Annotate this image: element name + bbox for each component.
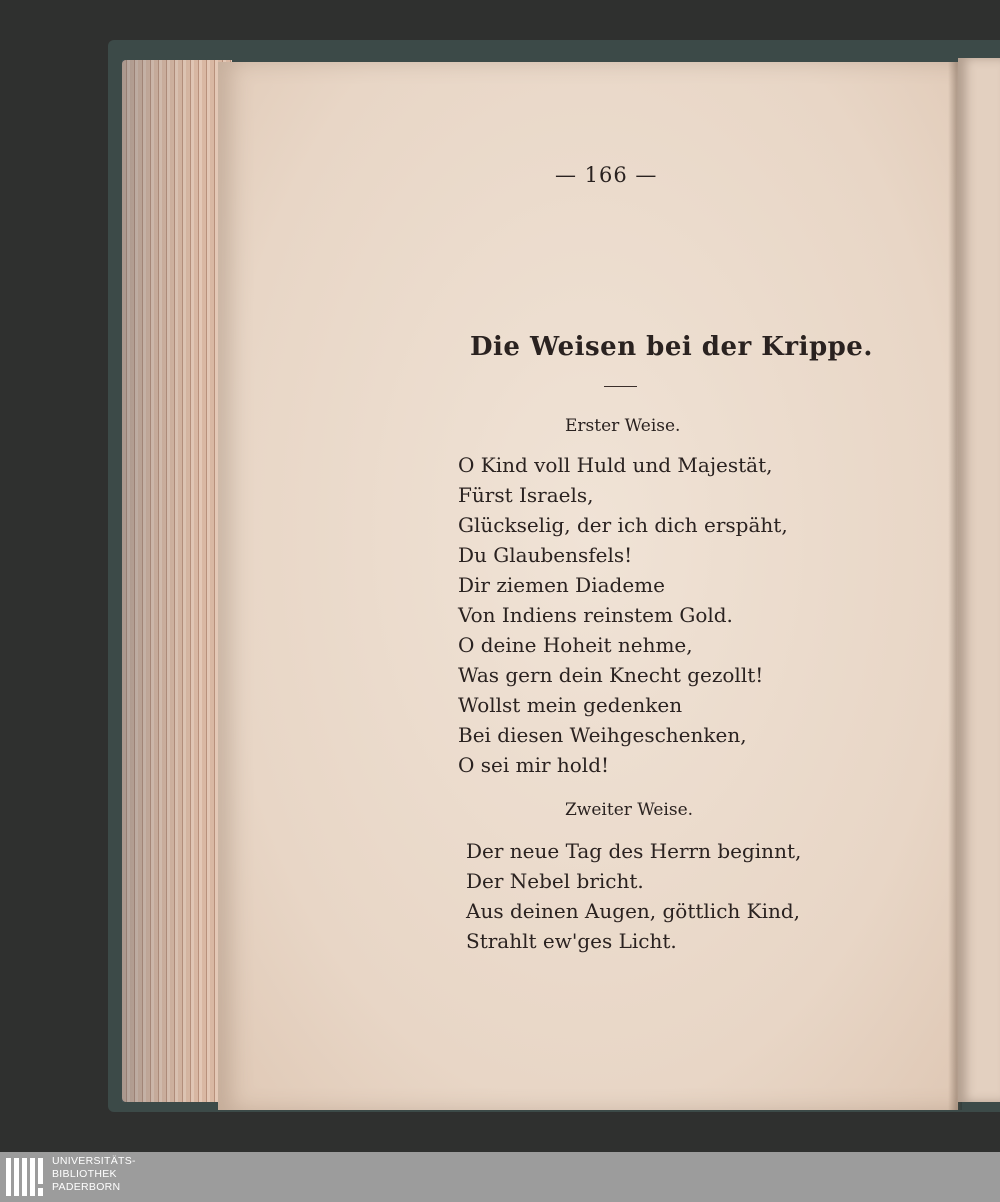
verse-line: O deine Hoheit nehme, [458, 633, 693, 657]
logo-line: PADERBORN [52, 1181, 121, 1193]
library-logo-icon [6, 1158, 46, 1196]
verse-line: O Kind voll Huld und Majestät, [458, 453, 773, 477]
verse-line: Der Nebel bricht. [466, 869, 644, 893]
verse-line: Bei diesen Weihgeschenken, [458, 723, 747, 747]
facing-page-edge [958, 58, 1000, 1102]
page-edges [122, 60, 232, 1102]
logo-line: BIBLIOTHEK [52, 1168, 117, 1180]
library-logo-text [52, 1155, 136, 1194]
section-heading-1: Erster Weise. [565, 416, 681, 436]
stanza-2 [466, 836, 801, 956]
stanza-1 [458, 450, 788, 780]
logo-line: UNIVERSITÄTS- [52, 1155, 136, 1167]
verse-line: Wollst mein gedenken [458, 693, 683, 717]
library-footer [0, 1152, 1000, 1202]
verse-line: Aus deinen Augen, göttlich Kind, [466, 899, 801, 923]
verse-line: O sei mir hold! [458, 753, 610, 777]
verse-line: Fürst Israels, [458, 483, 594, 507]
page-number: — 166 — [555, 163, 658, 187]
verse-line: Strahlt ew'ges Licht. [466, 929, 677, 953]
verse-line: Von Indiens reinstem Gold. [458, 603, 733, 627]
verse-line: Glückselig, der ich dich erspäht, [458, 513, 788, 537]
verse-line: Was gern dein Knecht gezollt! [458, 663, 764, 687]
title-divider [604, 386, 637, 387]
section-heading-2: Zweiter Weise. [565, 800, 694, 820]
verse-line: Du Glaubensfels! [458, 543, 633, 567]
poem-title: Die Weisen bei der Krippe. [470, 332, 873, 362]
verse-line: Der neue Tag des Herrn beginnt, [466, 839, 802, 863]
verse-line: Dir ziemen Diademe [458, 573, 665, 597]
